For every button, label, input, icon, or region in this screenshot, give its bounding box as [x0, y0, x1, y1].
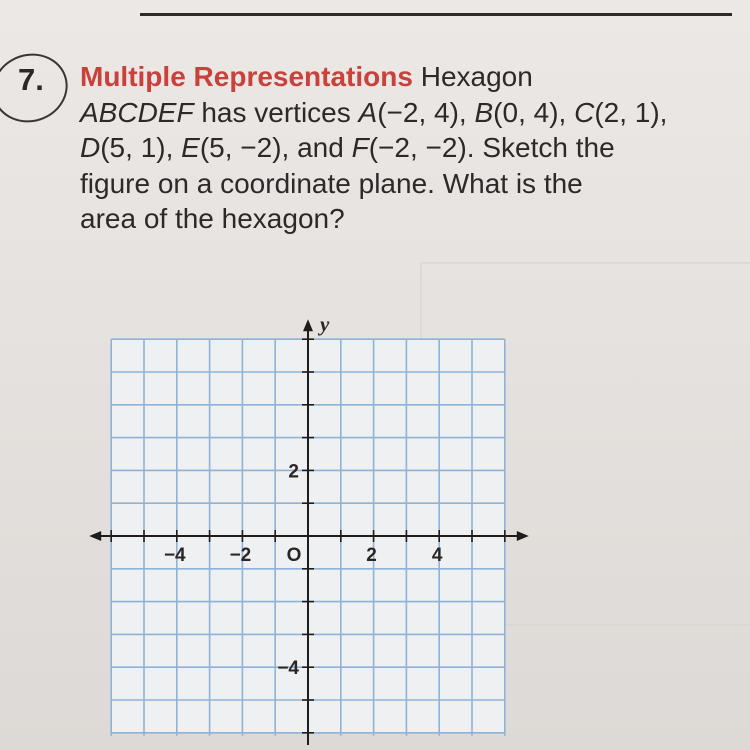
- vertex-a-coords: (−2, 4),: [377, 96, 475, 128]
- vertex-a-letter: A: [358, 96, 378, 128]
- x-axis-arrow-left: [89, 531, 101, 541]
- y-axis-arrow-up: [303, 319, 313, 331]
- vertex-c-coords: (2, 1),: [594, 96, 668, 128]
- vertex-c-letter: C: [574, 96, 595, 128]
- vertex-d-letter: D: [80, 132, 101, 163]
- vertex-e-coords: (5, −2), and: [199, 132, 352, 163]
- problem-heading: Multiple Representations: [80, 61, 413, 92]
- vertex-b-coords: (0, 4),: [493, 96, 575, 128]
- x-tick-label: −2: [229, 545, 252, 566]
- x-tick-label: 4: [431, 545, 443, 566]
- x-tick-label: 2: [366, 545, 377, 566]
- y-tick-label: −4: [277, 658, 299, 680]
- y-axis-label: y: [320, 312, 330, 337]
- vertex-e-letter: E: [181, 132, 200, 163]
- problem-line-5: area of the hexagon?: [80, 203, 345, 234]
- vertex-b-letter: B: [474, 96, 494, 128]
- x-axis-arrow-right: [517, 531, 529, 541]
- origin-label: O: [286, 545, 302, 566]
- problem-number: 7.: [18, 62, 44, 97]
- vertex-d-coords: (5, 1),: [100, 132, 182, 163]
- line2-text: has vertices: [193, 96, 359, 128]
- vertex-f-coords: (−2, −2). Sketch the: [368, 132, 615, 163]
- problem-line-1-rest: Hexagon: [412, 61, 533, 92]
- y-tick-label: 2: [288, 461, 299, 483]
- x-tick-label: −4: [163, 545, 186, 566]
- vertex-f-letter: F: [351, 132, 369, 163]
- shape-name: ABCDEF: [80, 96, 194, 128]
- problem-line-4: figure on a coordinate plane. What is the: [80, 167, 583, 199]
